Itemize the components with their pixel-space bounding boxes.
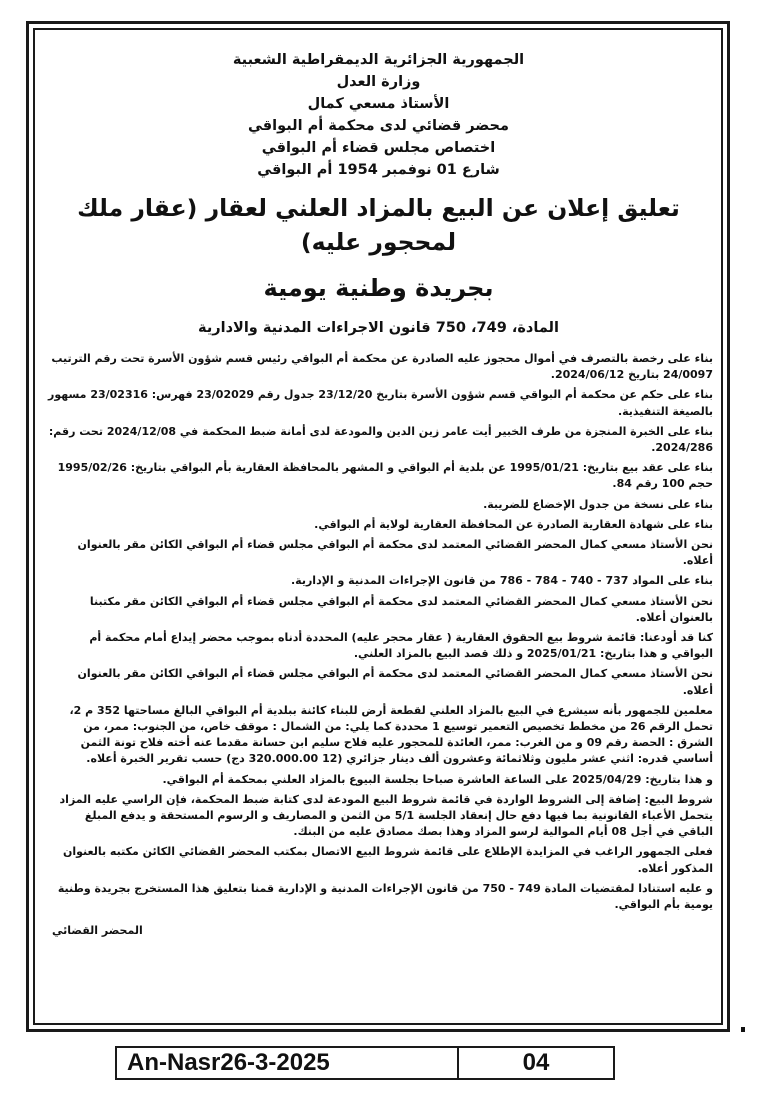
- paragraph: بناء على نسخة من جدول الإخضاع للضريبة.: [483, 497, 713, 511]
- paragraph: كنا قد أودعنا: قائمة شروط بيع الحقوق العقارية ( عقار محجر عليه) المحددة أدناه بموجب محضر إيداع أمام محكمة أم البواقي و هذا بتاريخ: 2025/01/21 و ذلك قصد البيع بالمزاد العلني.: [89, 631, 713, 661]
- paragraph: بناء على حكم عن محكمة أم البواقي قسم شؤون الأسرة بتاريخ 23/12/20 جدول رقم 23/02029 فهرس: 23/02316 مسهور بالصيغة التنفيذية.: [47, 388, 713, 418]
- header-ministry: وزارة العدل: [336, 74, 421, 90]
- paragraph: بناء على عقد بيع بتاريخ: 1995/01/21 عن بلدية أم البواقي و المشهر بالمحافظة العقارية بأم البواقي بتاريخ: 1995/02/26 حجم 100 رقم 84.: [57, 461, 713, 491]
- footer-source: An-Nasr26-3-2025: [127, 1049, 330, 1076]
- footer-page-number: 04: [522, 1049, 550, 1076]
- paragraph: نحن الأستاذ مسعي كمال المحضر القضائي المعتمد لدى محكمة أم البواقي مجلس قضاء أم البواقي الكائن مقر بالعنوان أعلاه.: [77, 538, 713, 568]
- paragraph: بناء على المواد 737 - 740 - 784 - 786 من قانون الإجراءات المدنية و الإدارية.: [290, 574, 713, 588]
- footer-box: [115, 1046, 615, 1080]
- paragraph: و عليه استنادا لمقتضيات المادة 749 - 750 من قانون الإجراءات المدنية و الإدارية قمنا بتعليق هذا المستخرج بجريدة وطنية يومية بأم البواقي.: [57, 881, 713, 912]
- paragraph: شروط البيع: إضافة إلى الشروط الواردة في قائمة شروط البيع المودعة لدى كتابة ضبط المحكمة، فإن الراسي عليه المزاد يتحمل الأعباء القانونية بما فيها دفع حال إنعقاد الجلسة 5/1 من الثمن و المصاريف و الرسوم المستحقة و يدفع المبلغ الباقي في أجل 08 أيام الموالية لرسو المزاد وهذا بصك مصادق عليه من البنك.: [59, 792, 713, 839]
- paragraph: فعلى الجمهور الراغب في المزايدة الإطلاع على قائمة شروط البيع الاتصال بمكتب المحضر القضائي الكائن مكتبه بالعنوان المذكور أعلاه.: [62, 845, 713, 875]
- paragraph: بناء على شهادة العقارية الصادرة عن المحافظة العقارية لولاية أم البواقي.: [314, 517, 713, 531]
- paragraph: معلمين للجمهور بأنه سيشرع في البيع بالمزاد العلني لقطعة أرض للبناء كائنة ببلدية أم البواقي البالغ مساحتها 352 م 2، تحمل الرقم 26 من مخطط تخصيص التعمير توسيع 1 محددة كما يلي: من الشمال : موقف خاص، من الجنوب: ممر، من الشرق : الحصة رقم 09 و من الغرب: ممر، العائدة للمحجور عليه فلاح سليم ابن حسانة مقدما عنه أخته فلاح تونة الثمن أساسي قدره: اثني عشر مليون وثلاثمائة وعشرون ألف دينار جزائري (12 320.000.00 دج) حسب تقرير الخبرة أعلاه.: [69, 703, 713, 766]
- paragraph: بناء على الخبرة المنجزة من طرف الخبير أيت عامر زين الدين والمودعة لدى أمانة ضبط المحكمة في 2024/12/08 تحت رقم: 2024/286.: [48, 424, 713, 455]
- paragraph: و هذا بتاريخ: 2025/04/29 على الساعة العاشرة صباحا بجلسة البيوع بالمزاد العلني بمحكمة أم البواقي.: [162, 772, 713, 786]
- header-republic: الجمهورية الجزائرية الديمقراطية الشعبية: [232, 52, 525, 68]
- announcement-body: [40, 351, 717, 940]
- header-address: شارع 01 نوفمبر 1954 أم البواقي: [257, 162, 500, 178]
- header-bailiff-name: الأستاذ مسعي كمال: [307, 96, 450, 112]
- header-jurisdiction: اختصاص مجلس قضاء أم البواقي: [261, 140, 496, 156]
- paragraph: نحن الأستاذ مسعي كمال المحضر القضائي المعتمد لدى محكمة أم البواقي مجلس قضاء أم البواقي الكائن مقر مكتبنا بالعنوان أعلاه.: [89, 594, 713, 624]
- paragraph: بناء على رخصة بالتصرف في أموال محجوز عليه الصادرة عن محكمة أم البواقي رئيس قسم شؤون الأسرة تحت رقم الترتيب 24/0097 بتاريخ 2024/06/12.: [51, 352, 713, 382]
- announcement-subtitle: بجريدة وطنية يومية: [263, 274, 494, 302]
- header-bailiff-court: محضر قضائي لدى محكمة أم البواقي: [248, 118, 509, 134]
- paragraph: نحن الأستاذ مسعي كمال المحضر القضائي المعتمد لدى محكمة أم البواقي مجلس قضاء أم البواقي الكائن مقر بالعنوان أعلاه.: [77, 667, 713, 697]
- law-reference: المادة، 749، 750 قانون الاجراءات المدنية والادارية: [198, 320, 559, 336]
- announcement-title: تعليق إعلان عن البيع بالمزاد العلني لعقار (عقار ملك لمحجور عليه): [77, 194, 680, 256]
- signature: المحضر القضائي: [52, 924, 143, 938]
- announcement-content: [40, 34, 717, 1022]
- print-mark: [741, 1027, 745, 1032]
